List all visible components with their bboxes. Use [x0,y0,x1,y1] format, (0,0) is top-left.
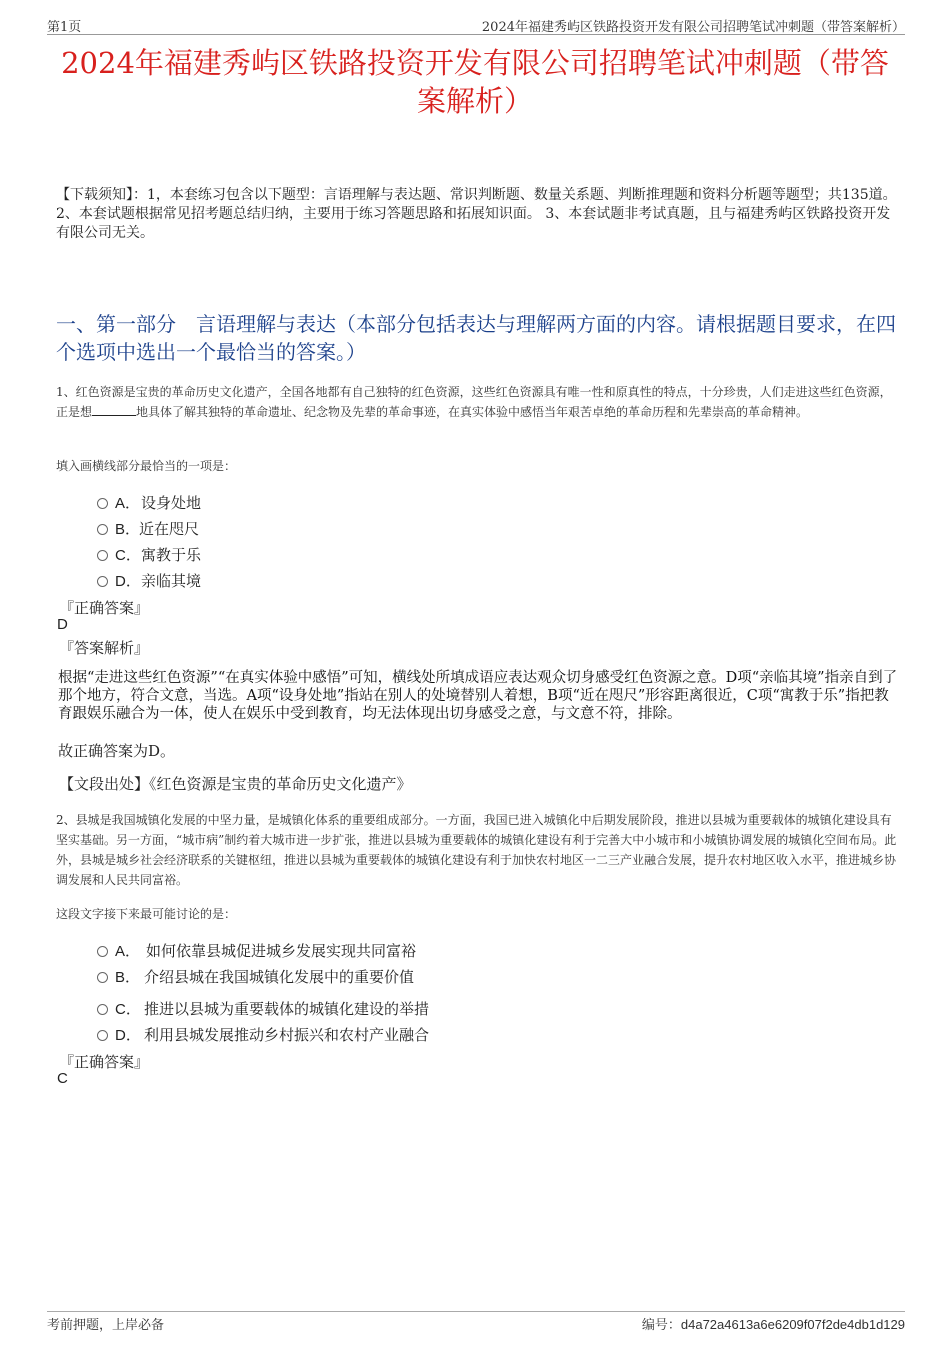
question-2-stem: 2、县城是我国城镇化发展的中坚力量，是城镇化体系的重要组成部分。一方面，我国已进入城镇化中后期发展阶段，推进以县城为重要载体的城镇化建设具有坚实基础。另一方面，“城市病”制约着大城市进一步扩张，推进以县城为重要载体的城镇化建设有利于完善大中小城市和小城镇协调发展的城镇化空间布局。此外，县城是城乡社会经济联系的关键枢纽，推进以县城为重要载体的城镇化建设有利于加快农村地区一二三产业融合发展，提升农村地区收入水平，推进城乡协调发展和人民共同富裕。 [56,813,897,887]
answer-label: 『正确答案』 [59,1053,150,1071]
radio-button[interactable] [97,972,108,983]
footer-divider [47,1311,905,1312]
radio-button[interactable] [97,1030,108,1041]
header-doc-title: 2024年福建秀屿区铁路投资开发有限公司招聘笔试冲刺题（带答案解析） [481,20,905,35]
section-heading: 一、第一部分 言语理解与表达（本部分包括表达与理解两方面的内容。请根据题目要求，在四个选项中选出一个最恰当的答案。） [56,312,896,364]
footer-slogan: 考前押题，上岸必备 [47,1318,165,1333]
correct-answer: C [57,1070,68,1087]
radio-button[interactable] [97,1004,108,1015]
answer-label: 『正确答案』 [59,599,150,617]
radio-button[interactable] [97,576,108,587]
radio-button[interactable] [97,498,108,509]
radio-button[interactable] [97,550,108,561]
analysis-label: 『答案解析』 [59,639,150,657]
document-title: 2024年福建秀屿区铁路投资开发有限公司招聘笔试冲刺题（带答案解析） [61,46,889,118]
answer-analysis: 根据“走进这些红色资源”“在真实体验中感悟”可知，横线处所填成语应表达观众切身感受红色资源之意。D项“亲临其境”指亲自到了那个地方，符合文意，当选。A项“设身处地”指站在别人的处境替别人着想，B项“近在咫尺”形容距离很近，C项“寓教于乐”指把教育跟娱乐融合为一体，使人在娱乐中受到教育，均无法体现出切身感受之意，与文意不符，排除。 [58,670,898,722]
fill-blank [92,403,136,416]
radio-button[interactable] [97,524,108,535]
question-1-stem: 1、红色资源是宝贵的革命历史文化遗产，全国各地都有自己独特的红色资源，这些红色资源具有唯一性和原真性的特点，十分珍贵，人们走进这些红色资源，正是想 地具体了解其独特的革命遗址、纪念物及先辈的革命事迹，在真实体验中感悟当年艰苦卓绝的革命历程和先辈崇高的革命精神。 [56,385,892,419]
conclusion: 故正确答案为D。 [58,742,176,760]
download-notice: 【下载须知】：1，本套练习包含以下题型：言语理解与表达题、常识判断题、数量关系题、判断推理题和资料分析题等题型；共135道。 2、本套试题根据常见招考题总结归纳，主要用于练习答题思路和拓展知识面。 3、本套试题非考试真题，且与福建秀屿区铁路投资开发有限公司无关。 [56,187,897,241]
page-number: 第1页 [47,20,82,35]
question-1-prompt: 填入画横线部分最恰当的一项是： [56,459,237,473]
page-header [47,14,905,35]
correct-answer: D [57,616,68,633]
question-2-prompt: 这段文字接下来最可能讨论的是： [56,907,237,921]
source-citation: 【文段出处】《红色资源是宝贵的革命历史文化遗产》 [59,775,412,793]
radio-button[interactable] [97,946,108,957]
footer-code: 编号：d4a72a4613a6e6209f07f2de4db1d129 [641,1317,905,1333]
